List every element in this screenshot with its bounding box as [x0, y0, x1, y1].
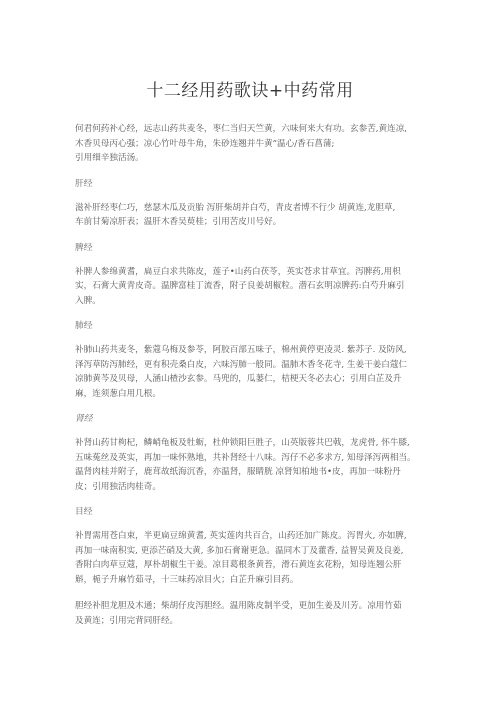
- paragraph: [75, 529, 441, 587]
- text-line: 麻，连须葱白用几根。: [75, 388, 161, 399]
- section-heading: 肝经: [75, 178, 93, 189]
- text-line: 及黄连；引用完背同肝经。: [75, 615, 179, 626]
- paragraph: [75, 201, 441, 230]
- text-line: 引用细辛独活汤。: [75, 153, 144, 163]
- text-line: 车前甘菊凉肝表；温肝木香吴萸桂；引用苦皮川号好。: [75, 217, 282, 227]
- paragraph: [75, 599, 441, 628]
- text-line: 胆经补胆龙胆及木通；柴胡仔皮泻胆经。温用陈皮制半受，更加生姜及川芳。凉用竹茹: [75, 601, 402, 611]
- section-heading: 肺经: [75, 321, 93, 331]
- section-heading: 肾经: [75, 414, 93, 424]
- paragraph: [75, 343, 441, 401]
- text-line: 温肾肉桂并附子，鹿茸故纸海沉香，亦温肾，服睛胱 凉肾知柏地书•皮，再加一味粉丹: [75, 467, 401, 477]
- text-line: 补胃需用苍白束，半更扁豆绵黄耆, 英实莲肉共百合，山药还加广陈皮。泻胃火, 亦如脾,: [75, 531, 407, 541]
- paragraph: [75, 122, 441, 166]
- paragraph: [75, 436, 441, 494]
- text-line: 滋补肝经枣仁巧，慈瑟木瓜及贡胎 泻肝柴胡并白芍，青皮者博不行少 胡黄连,龙胆草,: [75, 202, 396, 213]
- text-line: 香附白肉草豆蔻，厚朴胡椒生干姜。凉目葛根条黄苔，滑石黄连玄花粉，知母连翘公肝: [75, 560, 402, 570]
- text-line: 入脾。: [75, 295, 101, 306]
- text-line: 实，石膏大黄青皮奇。温脾富桂丁流香，附子良姜胡椒粒。潜石玄明凉脾药:白芍升麻引: [75, 281, 405, 291]
- text-line: 再加一味南积实, 更添芒硝及大黄, 多加石膏谢更急。温同木丁及藿香, 益智吴黄及良姜,: [75, 545, 404, 556]
- text-line: 斛，栀子升麻竹茹寻，十三味药凉目火；白芷升麻引目药。: [75, 574, 299, 585]
- text-line: 皮；引用独活肉桂奇。: [75, 481, 161, 492]
- paragraph: [75, 265, 441, 309]
- text-line: 五味菟丝及英实，再加一味怀熟地，共补肾经十八味。泻仔不必多求方, 知母泽泻两相当。: [75, 452, 416, 463]
- document-body: [75, 122, 441, 640]
- text-line: 补肺山药共麦冬，紫蔻乌梅及参苓，阿胶百部五味子，棉州黄停更凌灵. 紫苏子. 及防风,: [75, 345, 407, 355]
- text-line: 补脾人参绵黄耆，扁豆白求共陈皮，莲子•山药白茯苓，英实苍求甘草宜。泻脾药,用枳: [75, 266, 401, 277]
- text-line: 何君何药补心经，远志山药共麦冬，枣仁当归天竺黄，六味何来大有功。玄参苦,黄连凉,: [75, 124, 408, 134]
- document-title: 十二经用药歌诀+中药常用: [146, 81, 354, 101]
- section-heading: 目经: [75, 507, 93, 517]
- text-line: 补肾山药甘枸杞，鳞峭龟板及牡蛎，杜仲锁阳巨胜子，山英版蓉共巴戟，龙虎骨, 怀牛膝,: [75, 438, 410, 448]
- text-line: 木香贝母丙心强；凉心竹叶母牛角，朱砂连翘并牛黄”温心/香石菖蒲;: [75, 138, 335, 149]
- section-heading: 脾经: [75, 242, 93, 253]
- text-line: 泽泻草防泻肺经，更有积壳桑白皮，六味泻肺一般同。温肺木香冬花寺, 生姜干姜白蔻仁: [75, 359, 408, 370]
- text-line: 凉肺黄芩及贝母，人涵山楂沙玄参。马兜的，瓜蒌仁，桔梗天冬必去心；引用白芷及升: [75, 374, 402, 384]
